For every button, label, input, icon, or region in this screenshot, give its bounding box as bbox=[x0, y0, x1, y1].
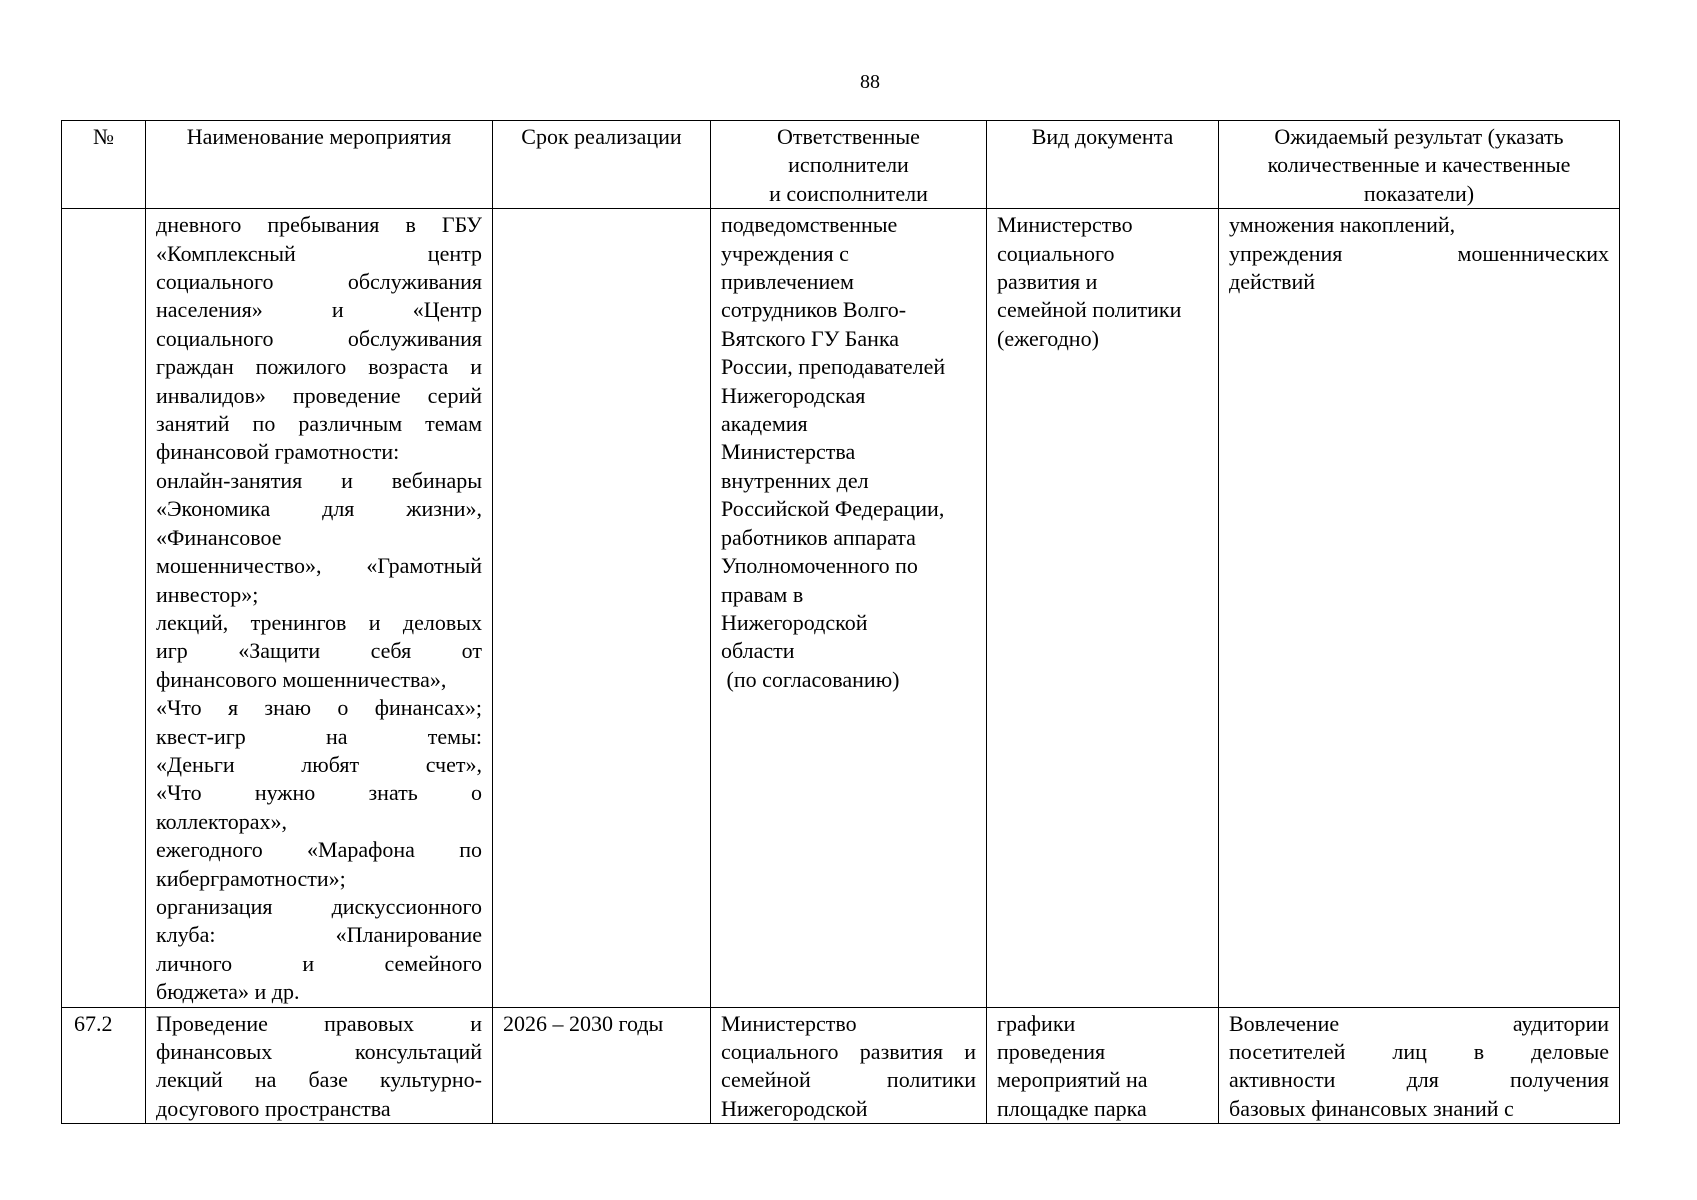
cell-text-line: граждан пожилого возраста и bbox=[156, 354, 482, 380]
cell-text-line: дневного пребывания в ГБУ bbox=[156, 212, 482, 238]
cell-text-line: «Что нужно знать о bbox=[156, 780, 482, 806]
header-executors bbox=[711, 121, 987, 209]
cell-text-line: упреждения мошеннических bbox=[1229, 240, 1609, 266]
cell-text-line: площадке парка bbox=[997, 1095, 1147, 1121]
cell-text-line: правам в bbox=[721, 581, 804, 607]
cell-text-line: занятий по различным темам bbox=[156, 411, 482, 437]
cell-text-line: графики bbox=[997, 1010, 1076, 1036]
cell-text-line: семейной политики bbox=[997, 297, 1182, 323]
result-cell bbox=[1219, 209, 1620, 1007]
cell-text-line: коллекторах», bbox=[156, 808, 287, 834]
row-number bbox=[62, 209, 146, 1007]
cell-text-line: Министерство bbox=[997, 212, 1133, 238]
header-executors-line: исполнители bbox=[788, 152, 909, 178]
header-result bbox=[1219, 121, 1620, 209]
cell-text-line: Уполномоченного по bbox=[721, 553, 918, 579]
cell-text-line: проведения bbox=[997, 1039, 1106, 1064]
period-cell bbox=[493, 209, 711, 1007]
cell-text-line: личного и семейного bbox=[156, 950, 482, 976]
cell-text-line: «Экономика для жизни», bbox=[156, 496, 482, 522]
cell-text-line: финансовой грамотности: bbox=[156, 439, 400, 465]
cell-text-line: онлайн-занятия и вебинары bbox=[156, 467, 482, 493]
cell-text-line: Министерства bbox=[721, 439, 856, 465]
cell-text-line: «Деньги любят счет», bbox=[156, 751, 482, 777]
cell-text-line: населения» и «Центр bbox=[156, 297, 482, 323]
cell-text-line: «Комплексный центр bbox=[156, 240, 482, 266]
cell-text-line: учреждения с bbox=[721, 240, 849, 266]
cell-text-line: мероприятий на bbox=[997, 1067, 1148, 1093]
cell-text-line: ежегодного «Марафона по bbox=[156, 837, 482, 863]
cell-text-line: социального обслуживания bbox=[156, 269, 482, 295]
cell-text-line: работников аппарата bbox=[721, 524, 916, 550]
cell-text-line: игр «Защити себя от bbox=[156, 638, 482, 664]
cell-text-line: организация дискуссионного bbox=[156, 893, 482, 919]
cell-text-line: инвестор»; bbox=[156, 581, 259, 607]
doc-type-cell bbox=[987, 209, 1219, 1007]
cell-text-line: (ежегодно) bbox=[997, 325, 1099, 351]
header-result-line: Ожидаемый результат (указать bbox=[1274, 124, 1564, 149]
cell-text-line: социального развития и bbox=[721, 1039, 976, 1064]
cell-text-line: сотрудников Волго- bbox=[721, 297, 907, 323]
cell-text-line: академия bbox=[721, 411, 808, 437]
header-name: Наименование мероприятия bbox=[146, 121, 493, 209]
cell-text-line: мошенничество», «Грамотный bbox=[156, 553, 482, 579]
measures-table bbox=[61, 120, 1620, 1124]
row-number: 67.2 bbox=[62, 1007, 146, 1124]
cell-text-line: семейной политики bbox=[721, 1067, 976, 1093]
cell-text-line: области bbox=[721, 638, 795, 664]
cell-text-line: досугового пространства bbox=[156, 1095, 391, 1121]
cell-text-line: социального обслуживания bbox=[156, 325, 482, 351]
cell-text-line: «Финансовое bbox=[156, 524, 282, 550]
cell-text-line: действий bbox=[1229, 269, 1316, 295]
cell-text-line: лекций, тренингов и деловых bbox=[156, 609, 482, 635]
cell-text-line: привлечением bbox=[721, 269, 854, 295]
executors-cell bbox=[711, 1007, 987, 1124]
cell-text-line: подведомственные bbox=[721, 212, 898, 238]
cell-text-line: лекций на базе культурно- bbox=[156, 1067, 482, 1093]
cell-text-line: бюджета» и др. bbox=[156, 979, 300, 1005]
cell-text-line: Вятского ГУ Банка bbox=[721, 325, 900, 351]
cell-text-line: «Что я знаю о финансах»; bbox=[156, 695, 482, 721]
cell-text-line: квест-игр на темы: bbox=[156, 723, 482, 749]
cell-text-line: киберграмотности»; bbox=[156, 865, 346, 891]
header-executors-line: и соисполнители bbox=[769, 180, 928, 206]
cell-text-line: России, преподавателей bbox=[721, 354, 946, 380]
cell-text-line: инвалидов» проведение серий bbox=[156, 382, 482, 408]
cell-text-line: активности для получения bbox=[1229, 1067, 1609, 1093]
header-result-line: количественные и качественные bbox=[1267, 152, 1571, 178]
header-period: Срок реализации bbox=[493, 121, 711, 209]
executors-cell bbox=[711, 209, 987, 1007]
header-num: № bbox=[62, 121, 146, 209]
table-row bbox=[62, 209, 1620, 1007]
activity-name-cell bbox=[146, 1007, 493, 1124]
cell-text-line: базовых финансовых знаний с bbox=[1229, 1095, 1514, 1121]
table-row bbox=[62, 1007, 1620, 1124]
cell-text-line: посетителей лиц в деловые bbox=[1229, 1039, 1609, 1064]
table-header-row bbox=[62, 121, 1620, 209]
cell-text-line: Нижегородской bbox=[721, 609, 868, 635]
cell-text-line: социального bbox=[997, 240, 1115, 266]
cell-text-line: Проведение правовых и bbox=[156, 1010, 482, 1036]
cell-text-line: Российской Федерации, bbox=[721, 496, 945, 522]
header-executors-line: Ответственные bbox=[777, 124, 920, 149]
cell-text-line: внутренних дел bbox=[721, 467, 869, 493]
header-result-line: показатели) bbox=[1363, 180, 1475, 206]
cell-text-line: Министерство bbox=[721, 1010, 857, 1036]
cell-text-line: финансового мошенничества», bbox=[156, 666, 447, 692]
cell-text-line: Нижегородская bbox=[721, 382, 866, 408]
cell-text-line: Нижегородской bbox=[721, 1095, 868, 1121]
period-cell: 2026 – 2030 годы bbox=[493, 1007, 711, 1124]
cell-text-line: клуба: «Планирование bbox=[156, 922, 482, 948]
cell-text-line: Вовлечение аудитории bbox=[1229, 1010, 1609, 1036]
cell-text-line: развития и bbox=[997, 269, 1098, 295]
cell-text-line: финансовых консультаций bbox=[156, 1039, 482, 1064]
doc-type-cell bbox=[987, 1007, 1219, 1124]
cell-text-line: (по согласованию) bbox=[721, 666, 900, 692]
cell-text-line: умножения накоплений, bbox=[1229, 212, 1456, 238]
page-number: 88 bbox=[860, 71, 880, 93]
header-doc-type: Вид документа bbox=[987, 121, 1219, 209]
activity-name-cell bbox=[146, 209, 493, 1007]
result-cell bbox=[1219, 1007, 1620, 1124]
